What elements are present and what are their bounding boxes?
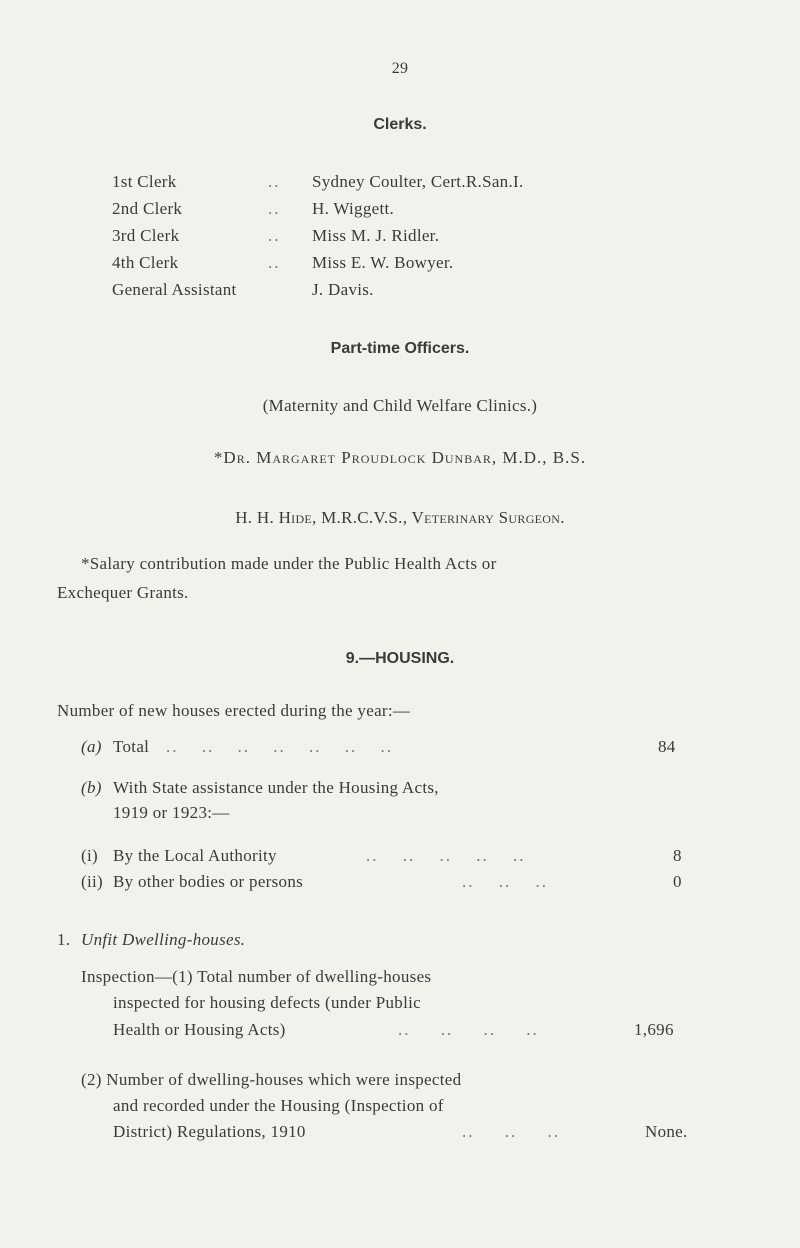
page-number: 29 <box>391 60 409 77</box>
officer-hide-text: H. H. Hide, M.R.C.V.S., Veterinary Surgeon. <box>235 508 565 527</box>
item-ii-label: (ii) <box>81 872 103 891</box>
item-i-value: 8 <box>673 846 682 865</box>
item-i-dots: .. .. .. .. .. <box>366 846 526 865</box>
inspection1-line2: inspected for housing defects (under Public <box>113 993 421 1012</box>
housing-intro: Number of new houses erected during the year:— <box>57 701 411 720</box>
section1-number: 1. <box>57 930 71 949</box>
clerk-dots: .. <box>268 199 281 218</box>
clerk-dots: .. <box>268 253 281 272</box>
clerks-heading: Clerks. <box>373 116 427 133</box>
inspection1-line1: Inspection—(1) Total number of dwelling-houses <box>81 967 432 986</box>
clerk-role: 3rd Clerk <box>112 226 180 245</box>
inspection2-line2: and recorded under the Housing (Inspection of <box>113 1096 444 1115</box>
clerk-name: H. Wiggett. <box>312 199 395 218</box>
clerk-dots: .. <box>268 226 281 245</box>
housing-heading: 9.—HOUSING. <box>345 650 455 667</box>
inspection2-line1: (2) Number of dwelling-houses which were inspected <box>81 1070 462 1089</box>
clerk-dots: .. <box>268 172 281 191</box>
item-ii-value: 0 <box>673 872 682 891</box>
part-time-subheading: (Maternity and Child Welfare Clinics.) <box>262 396 538 415</box>
item-i-text: By the Local Authority <box>113 846 277 865</box>
officer-dunbar: *Dr. Margaret Proudlock Dunbar, M.D., B.S. <box>213 448 587 467</box>
item-ii-text: By other bodies or persons <box>113 872 304 891</box>
part-time-heading: Part-time Officers. <box>330 340 470 357</box>
inspection2-dots: .. .. .. <box>462 1122 560 1141</box>
officer-hide <box>0 508 800 528</box>
clerk-name: Miss M. J. Ridler. <box>312 226 440 245</box>
clerk-role: General Assistant <box>112 280 237 299</box>
inspection1-line3: Health or Housing Acts) <box>113 1020 286 1039</box>
item-ii-dots: .. .. .. <box>462 872 548 891</box>
item-a-dots: .. .. .. .. .. .. .. <box>166 737 393 756</box>
clerk-role: 1st Clerk <box>112 172 177 191</box>
inspection2-value: None. <box>645 1122 688 1141</box>
inspection2-line3: District) Regulations, 1910 <box>113 1122 306 1141</box>
item-a-text: Total <box>113 737 150 756</box>
footnote-line1: *Salary contribution made under the Public Health Acts or <box>81 554 497 573</box>
footnote-line2: Exchequer Grants. <box>57 583 189 602</box>
clerk-name: Miss E. W. Bowyer. <box>312 253 454 272</box>
inspection1-value: 1,696 <box>634 1020 674 1039</box>
item-b-text-line2: 1919 or 1923:— <box>113 803 230 822</box>
item-i-label: (i) <box>81 846 98 865</box>
clerk-name: Sydney Coulter, Cert.R.San.I. <box>312 172 524 191</box>
item-a-value: 84 <box>658 737 676 756</box>
section1-title: Unfit Dwelling-houses. <box>81 930 246 949</box>
item-a-label: (a) <box>81 737 102 756</box>
item-b-label: (b) <box>81 778 102 797</box>
clerk-role: 4th Clerk <box>112 253 179 272</box>
clerk-name: J. Davis. <box>312 280 374 299</box>
item-b-text-line1: With State assistance under the Housing Acts, <box>113 778 439 797</box>
clerk-role: 2nd Clerk <box>112 199 183 218</box>
inspection1-dots: .. .. .. .. <box>398 1020 539 1039</box>
